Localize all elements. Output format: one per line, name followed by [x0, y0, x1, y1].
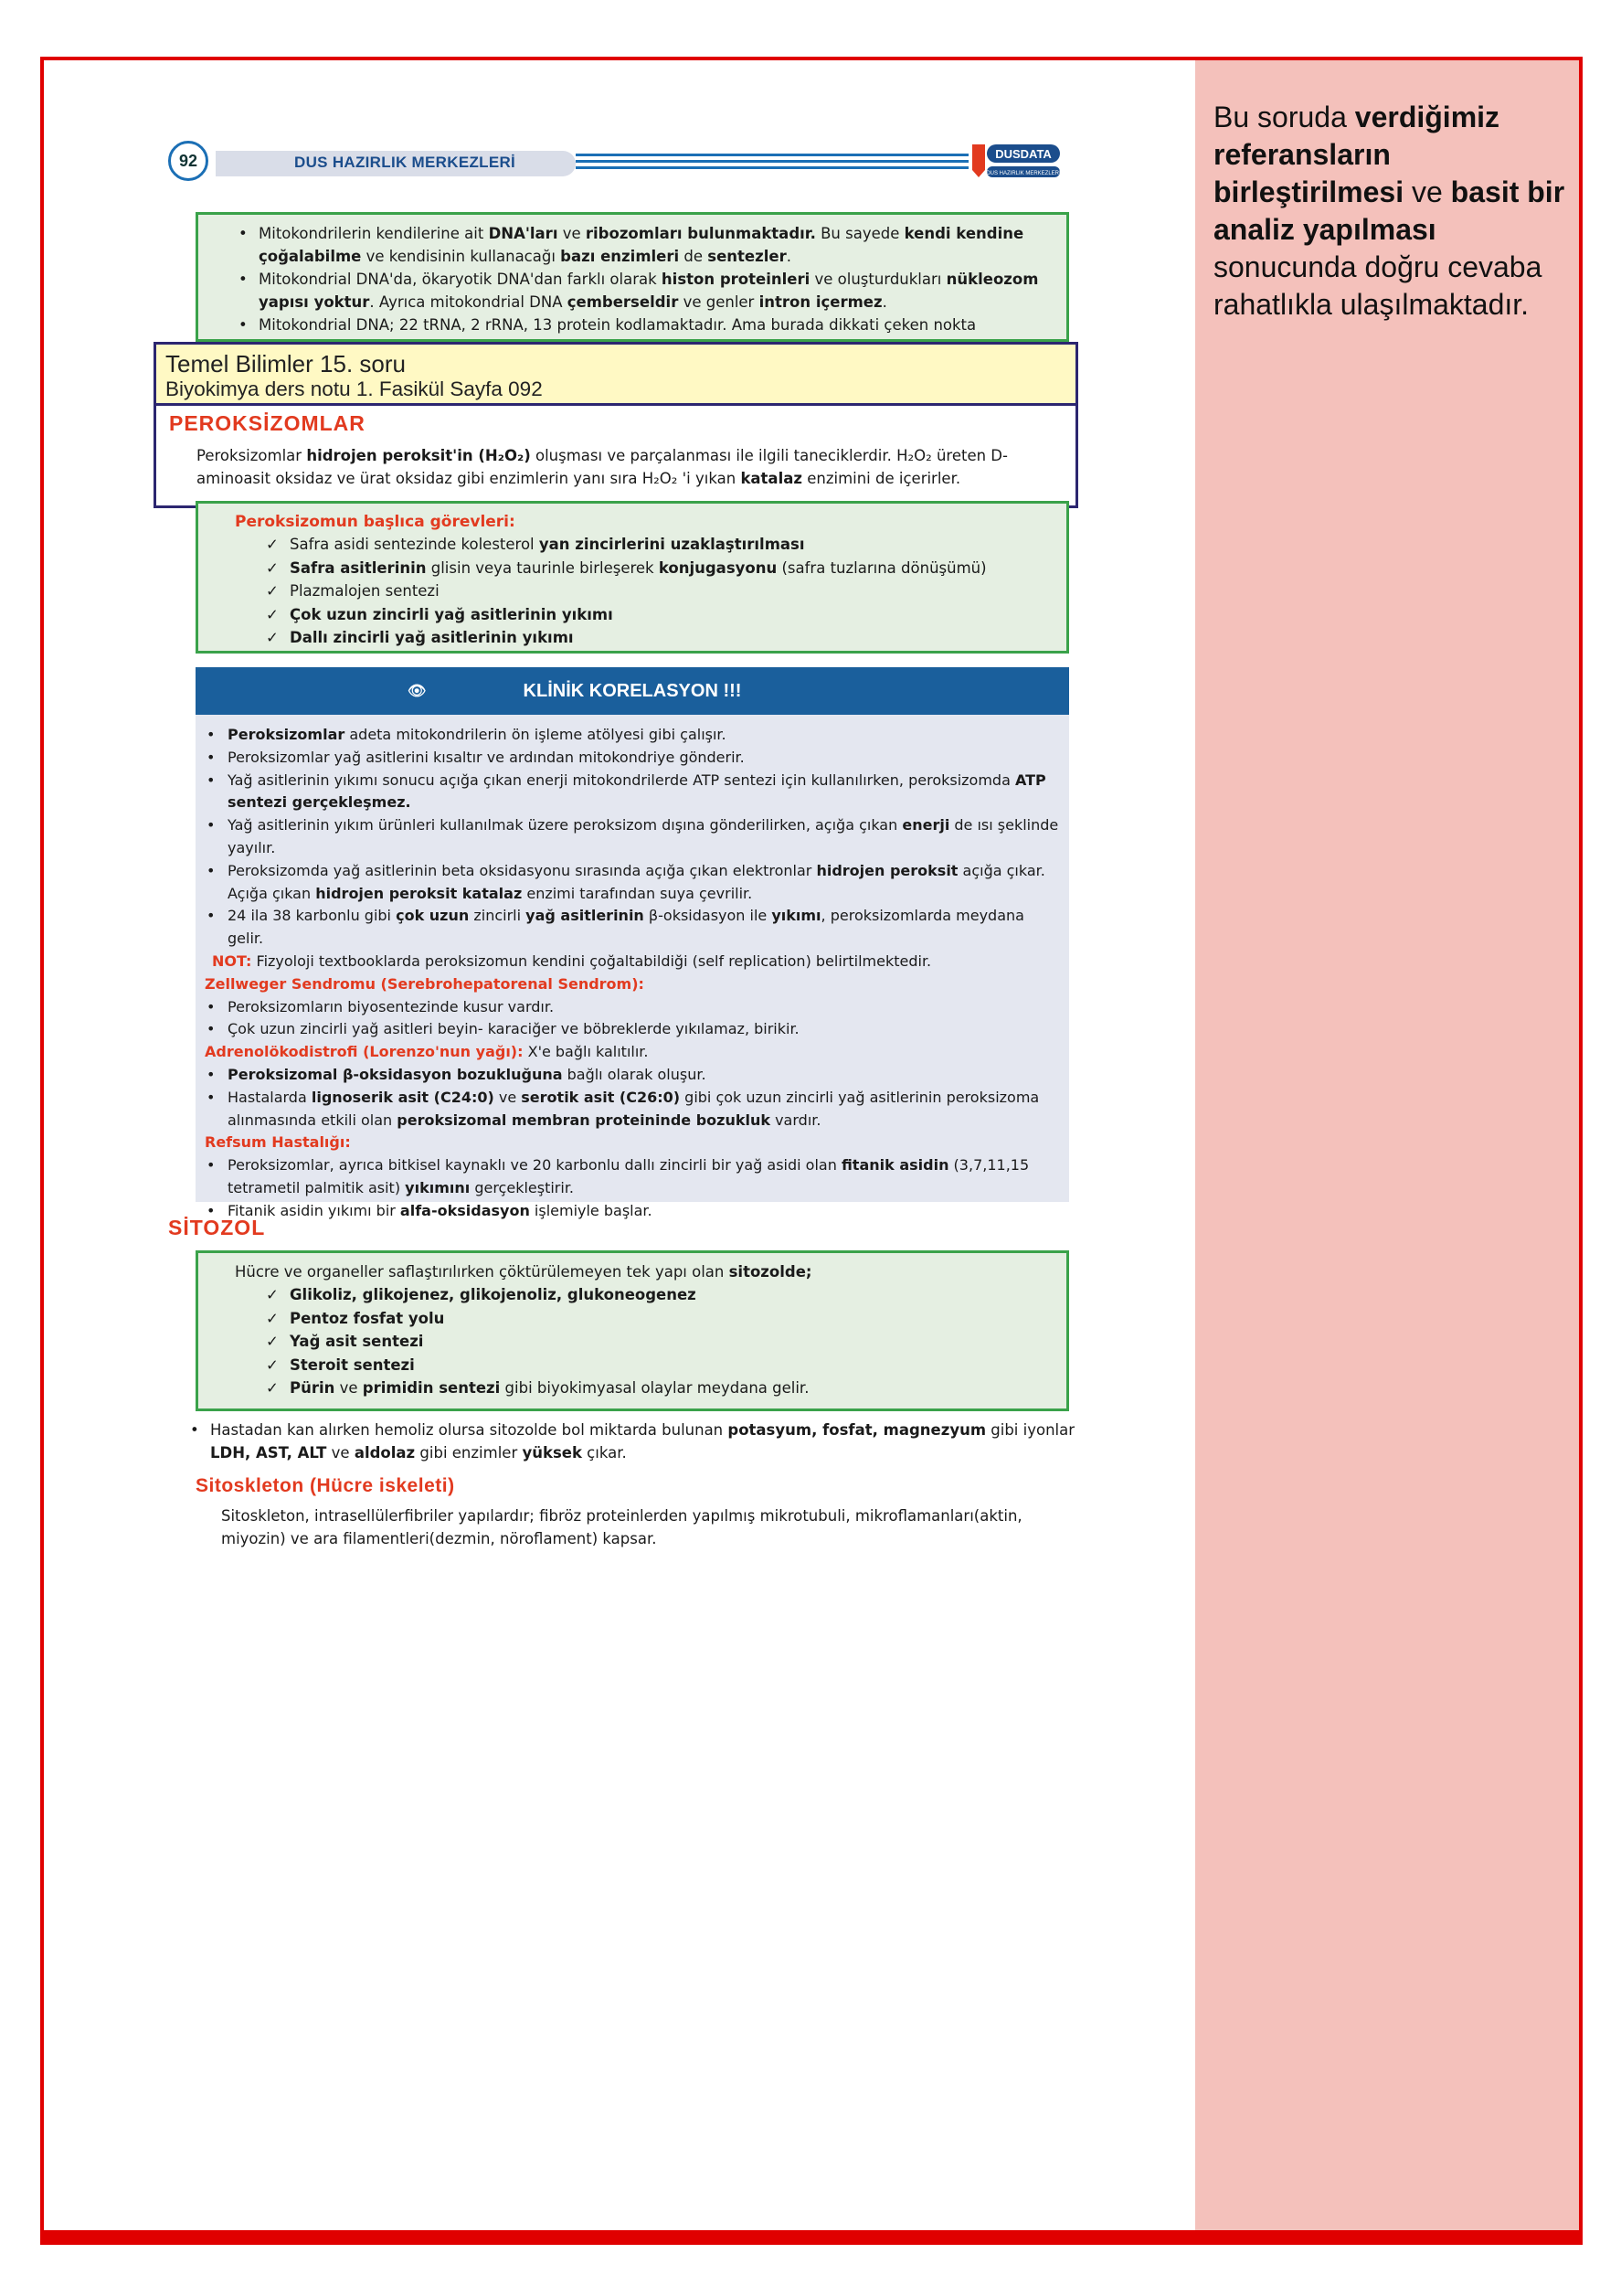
- hemolysis-note: • Hastadan kan alırken hemoliz olursa sitozolde bol miktarda bulunan potasyum, fosfat, magnezyum gibi iyonlar LDH, AST, ALT ve aldolaz gibi enzimler yüksek çıkar.: [190, 1421, 1075, 1462]
- list-item: ✓ Yağ asit sentezi: [260, 1330, 1066, 1354]
- section-title: PEROKSİZOMLAR: [169, 411, 366, 435]
- header-line: [576, 160, 969, 163]
- list-item: • Mitokondrial DNA'da, ökaryotik DNA'dan farklı olarak histon proteinleri ve oluşturdukları nükleozom yapısı yoktur. Ayrıca mitokondrial DNA çemberseldir ve genler intron içermez.: [235, 268, 1066, 314]
- list-item: • Peroksizomlar adeta mitokondrilerin ön işleme atölyesi gibi çalışır.: [205, 724, 1060, 747]
- list-item: ✓ Safra asitlerinin glisin veya taurinle birleşerek konjugasyonu (safra tuzlarına dönüşümü): [260, 557, 1066, 580]
- list-item: • Peroksizomlar yağ asitlerini kısaltır ve ardından mitokondriye gönderir.: [205, 747, 1060, 770]
- peroxisome-intro-box: [154, 406, 1078, 508]
- logo-text: DUSDATA: [995, 147, 1052, 161]
- adrenoleukodystrophy-line: Adrenolökodistrofi (Lorenzo'nun yağı): X'e bağlı kalıtılır.: [205, 1043, 649, 1061]
- side-note-bold: basit bir analiz yapılması: [1213, 175, 1565, 246]
- list-item: • Hastalarda lignoserik asit (C24:0) ve serotik asit (C26:0) gibi çok uzun zincirli yağ asitlerinin peroksizoma alınmasında etkili olan peroksizomal membran proteininde bozukluk vardır.: [205, 1087, 1060, 1132]
- clinical-correlation-title: KLİNİK KORELASYON !!!: [523, 680, 742, 701]
- list-item: • Peroksizomal β-oksidasyon bozukluğuna bağlı olarak oluşur.: [205, 1064, 1060, 1087]
- section-title: SİTOZOL: [168, 1216, 266, 1239]
- cytosol-box: [196, 1250, 1069, 1411]
- side-panel: [1195, 60, 1579, 2230]
- clinical-correlation-body: [196, 715, 1069, 1219]
- zellweger-title: Zellweger Sendromu (Serebrohepatorenal Sendrom):: [205, 974, 644, 993]
- side-note: [1213, 99, 1570, 324]
- peroxisome-intro: Peroksizomlar hidrojen peroksit'in (H₂O₂) oluşması ve parçalanması ile ilgili taneciklerdir. H₂O₂ üreten D-aminoasit oksidaz ve ürat oksidaz gibi enzimlerin yanı sıra H₂O₂ 'i yıkan katalaz enzimini de içerirler.: [196, 447, 1008, 487]
- list-item: • Yağ asitlerinin yıkım ürünleri kullanılmak üzere peroksizom dışına gönderilirken, açığa çıkan enerji de ısı şeklinde yayılır.: [205, 814, 1060, 860]
- note-line: NOT: Fizyoloji textbooklarda peroksizomun kendini çoğaltabildiği (self replication) belirtilmektedir.: [212, 951, 932, 970]
- cytoskeleton-text: Sitoskleton, intrasellülerfibriler yapılardır; fibröz proteinlerden yapılmış mikrotubuli, mikroflamanları(aktin, miyozin) ve ara filamentleri(dezmin, nöroflament) kapsar.: [221, 1507, 1022, 1547]
- refsum-title: Refsum Hastalığı:: [205, 1133, 351, 1152]
- cytosol-intro: Hücre ve organeller saflaştırılırken çöktürülemeyen tek yapı olan sitozolde;: [235, 1263, 812, 1281]
- peroxisome-duties-box: [196, 501, 1069, 654]
- list-item: ✓ Steroit sentezi: [260, 1354, 1066, 1377]
- eye-icon: 👁: [408, 684, 427, 699]
- logo-subtext: DUS HAZIRLIK MERKEZLERİ: [986, 171, 1061, 176]
- list-item: • Mitokondrilerin kendilerine ait DNA'ları ve ribozomları bulunmaktadır. Bu sayede kendi kendine çoğalabilme ve kendisinin kullanacağı bazı enzimleri de sentezler.: [235, 222, 1066, 268]
- list-item: • 24 ila 38 karbonlu gibi çok uzun zincirli yağ asitlerinin β-oksidasyon ile yıkımı, peroksizomlarda meydana gelir.: [205, 905, 1060, 951]
- duties-title: Peroksizomun başlıca görevleri:: [235, 513, 515, 531]
- reference-source: Biyokimya ders notu 1. Fasikül Sayfa 092: [165, 377, 543, 400]
- list-item: • Peroksizomlar, ayrıca bitkisel kaynaklı ve 20 karbonlu dallı zincirli bir yağ asidi olan fitanik asidin (3,7,11,15 tetrametil palmitik asit) yıkımını gerçekleştirir.: [205, 1154, 1060, 1200]
- header-title: DUS HAZIRLIK MERKEZLERİ: [294, 154, 516, 171]
- list-item: • Çok uzun zincirli yağ asitleri beyin- karaciğer ve böbreklerde yıkılamaz, birikir.: [205, 1018, 1060, 1041]
- page-number: 92: [168, 141, 208, 181]
- side-note-text: sonucunda doğru cevaba rahatlıkla ulaşılmaktadır.: [1213, 250, 1542, 321]
- side-note-bold: verdiğimiz referansların birleştirilmesi: [1213, 101, 1500, 208]
- reference-title: Temel Bilimler 15. soru: [165, 350, 406, 377]
- side-note-text: ve: [1404, 175, 1451, 208]
- cytoskeleton-title: Sitoskleton (Hücre iskeleti): [196, 1475, 455, 1496]
- header-line: [576, 154, 969, 156]
- clinical-correlation-header: [196, 667, 1069, 715]
- header-line: [576, 166, 969, 169]
- reference-highlight: [154, 342, 1078, 406]
- list-item: ✓ Safra asidi sentezinde kolesterol yan zincirlerini uzaklaştırılması: [260, 533, 1066, 557]
- dusdata-logo: [969, 139, 1064, 186]
- list-item: • Peroksizomların biyosentezinde kusur vardır.: [205, 996, 1060, 1019]
- list-item: ✓ Plazmalojen sentezi: [260, 579, 1066, 603]
- bottom-red-bar: [40, 2230, 1583, 2245]
- mitochondria-box: [196, 212, 1069, 342]
- list-item: ✓ Dallı zincirli yağ asitlerinin yıkımı: [260, 626, 1066, 650]
- list-item: ✓ Pentoz fosfat yolu: [260, 1307, 1066, 1331]
- list-item: ✓ Glikoliz, glikojenez, glikojenoliz, glukoneogenez: [260, 1283, 1066, 1307]
- list-item: • Peroksizomda yağ asitlerinin beta oksidasyonu sırasında açığa çıkan elektronlar hidrojen peroksit açığa çıkar. Açığa çıkan hidrojen peroksit katalaz enzimi tarafından suya çevrilir.: [205, 860, 1060, 906]
- list-item: • Yağ asitlerinin yıkımı sonucu açığa çıkan enerji mitokondrilerde ATP sentezi için kullanılırken, peroksizomda ATP sentezi gerçekleşmez.: [205, 770, 1060, 815]
- side-note-text: Bu soruda: [1213, 101, 1355, 133]
- list-item: ✓ Pürin ve primidin sentezi gibi biyokimyasal olaylar meydana gelir.: [260, 1377, 1066, 1400]
- list-item: • Mitokondrial DNA; 22 tRNA, 2 rRNA, 13 protein kodlamaktadır. Ama burada dikkati çeken nokta: [235, 314, 1066, 342]
- list-item: ✓ Çok uzun zincirli yağ asitlerinin yıkımı: [260, 603, 1066, 627]
- list-item: • Fitanik asidin yıkımı bir alfa-oksidasyon işlemiyle başlar.: [205, 1200, 1060, 1223]
